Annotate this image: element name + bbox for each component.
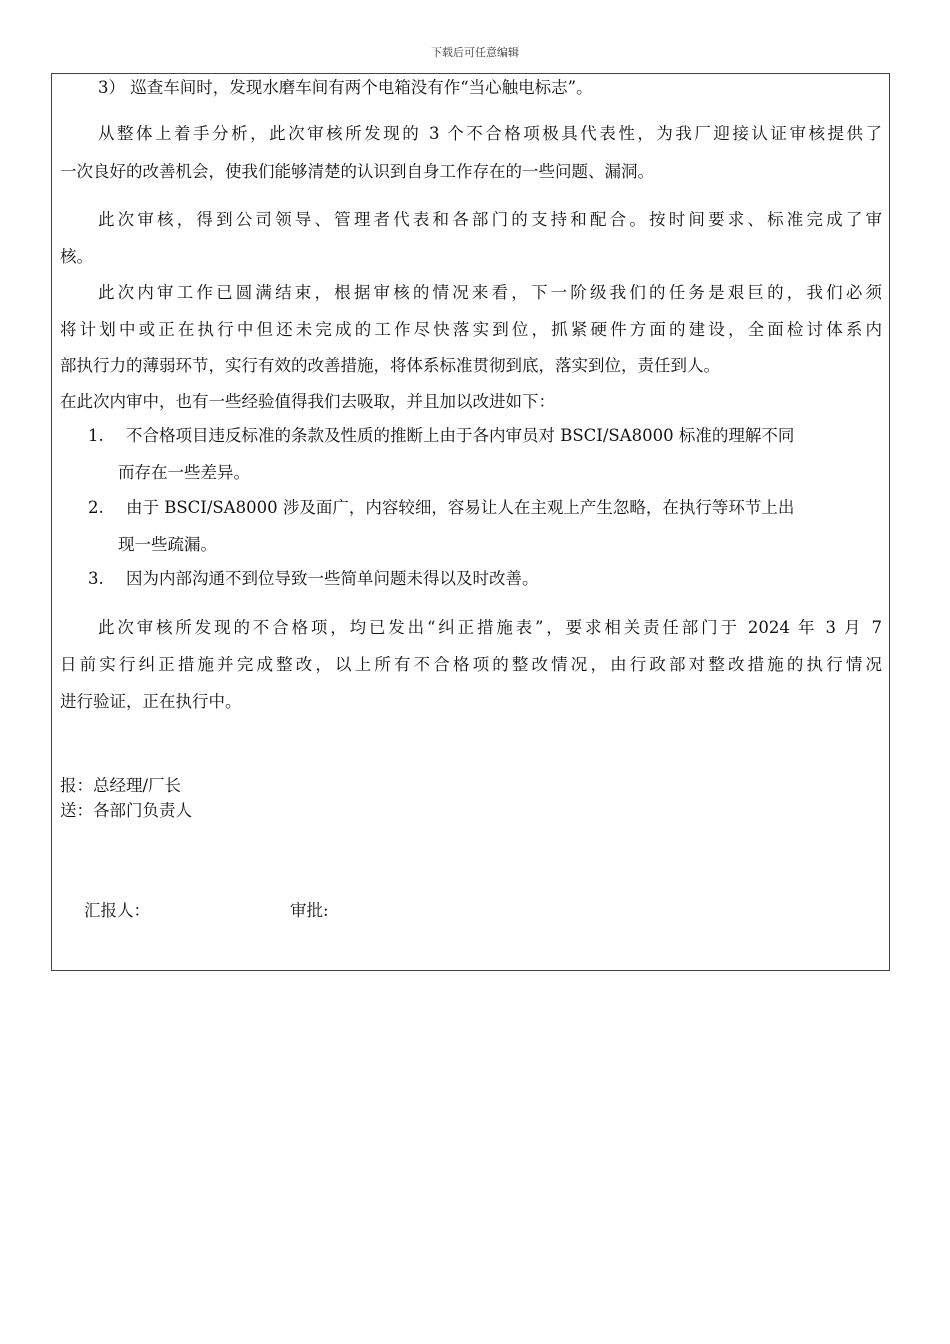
list-item: [88, 569, 882, 589]
list-item: [88, 426, 882, 446]
send-to-line: 送：各部门负责人: [60, 801, 192, 820]
report-frame: [51, 73, 890, 971]
report-to-line: 报：总经理/厂长: [60, 776, 182, 795]
page-header-note: 下载后可任意编辑: [431, 46, 519, 59]
list-item-text: 因为内部沟通不到位导致一些简单问题未得以及时改善。: [126, 569, 539, 588]
support-paragraph-line-2: 核。: [60, 247, 93, 266]
support-paragraph-line-1: 此次审核，得到公司领导、管理者代表和各部门的支持和配合。按时间要求、标准完成了审: [98, 210, 882, 229]
lessons-intro: 在此次内审中，也有一些经验值得我们去吸取，并且加以改进如下：: [60, 392, 555, 411]
analysis-paragraph-line-1: 从整体上着手分析，此次审核所发现的 3 个不合格项极具代表性，为我厂迎接认证审核提供了: [98, 124, 882, 143]
finding-item-3: 3） 巡查车间时，发现水磨车间有两个电箱没有作“当心触电标志”。: [98, 78, 593, 97]
list-item-continuation: 现一些疏漏。: [118, 535, 217, 554]
list-number: 3.: [88, 569, 104, 588]
list-item: [88, 498, 882, 518]
corrective-paragraph-line-1: 此次审核所发现的不合格项，均已发出“纠正措施表”，要求相关责任部门于 2024 年 3 月 7: [98, 618, 882, 637]
approver-label: 审批:: [290, 901, 329, 920]
list-number: 1.: [88, 426, 104, 445]
conclusion-paragraph-line-2: 将计划中或正在执行中但还未完成的工作尽快落实到位，抓紧硬件方面的建设，全面检讨体系内: [60, 320, 882, 339]
list-item-text: 由于 BSCI/SA8000 涉及面广，内容较细，容易让人在主观上产生忽略，在执行等环节上出: [126, 498, 795, 517]
analysis-paragraph-line-2: 一次良好的改善机会，使我们能够清楚的认识到自身工作存在的一些问题、漏洞。: [60, 162, 654, 181]
list-item-text: 不合格项目违反标准的条款及性质的推断上由于各内审员对 BSCI/SA8000 标准的理解不同: [126, 426, 795, 445]
list-number: 2.: [88, 498, 104, 517]
conclusion-paragraph-line-1: 此次内审工作已圆满结束，根据审核的情况来看，下一阶级我们的任务是艰巨的，我们必须: [98, 283, 882, 302]
corrective-paragraph-line-2: 日前实行纠正措施并完成整改，以上所有不合格项的整改情况，由行政部对整改措施的执行情况: [60, 655, 882, 674]
reporter-label: 汇报人：: [84, 901, 150, 920]
list-item-continuation: 而存在一些差异。: [118, 463, 250, 482]
corrective-paragraph-line-3: 进行验证，正在执行中。: [60, 692, 242, 711]
conclusion-paragraph-line-3: 部执行力的薄弱环节，实行有效的改善措施，将体系标准贯彻到底，落实到位，责任到人。: [60, 356, 720, 375]
